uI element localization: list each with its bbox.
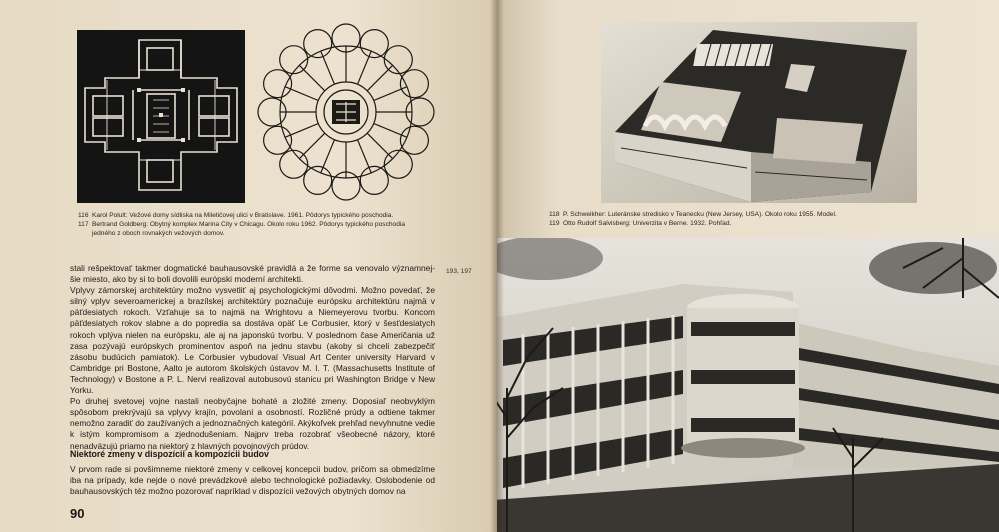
plan-radial-wall (321, 140, 335, 173)
margin-reference: 193, 197 (446, 268, 472, 275)
photo-119-building (497, 238, 999, 532)
caption-text: Bertrand Goldberg: Obytný komplex Marina City v Chicagu. Okolo roku 1962. Pôdorys typického poschodia (92, 221, 405, 228)
caption-number: 117 (78, 221, 89, 228)
plan-radial-wall (358, 51, 372, 84)
caption-text: jedného z oboch rovnakých vežových domov. (92, 230, 225, 237)
plan-petal (400, 126, 428, 154)
right-captions (549, 210, 837, 228)
section-heading: Niektoré zmeny v dispozícii a kompozícii budov (70, 449, 269, 459)
paragraph: Po druhej svetovej vojne nastali neobyčajne bohaté a zložité zmeny. Doposiaľ neobvyklým spôsobom prekrývajú sa vplyvy krajín, povolaní a osobností. Rozličné prúdy a odtiene takmer nemožno zaradiť do zaužívaných a jednoznačných kategórií. Akýkoľvek prehľad nevyhnutne vedie k istým kompromisom a zjednodušeniam. Najprv treba rozobrať všeobecné názory, ktoré nenadväzujú priamo na niektorý z hlavných povojnových prúdov. (70, 396, 435, 451)
caption-text: Karol Polult: Vežové domy sídliska na Miletičovej ulici v Bratislave. 1961. Pôdorys typického poschodia. (92, 212, 394, 219)
book-spine-shadow (490, 0, 504, 532)
caption-118 (549, 210, 837, 219)
plan-radial-wall (374, 87, 407, 101)
section-paragraph: V prvom rade si povšimneme niektoré zmeny v celkovej koncepcii budov, pričom sa obmedzíme iba na prípady, kde nejde o nové prevádzkové alebo technologické požiadavky. Oslobodenie od bauhausovských téz možno pozorovať napríklad v dispozícii vežových obytných domov na (70, 464, 435, 497)
plan-radial-wall (367, 65, 393, 91)
page-number: 90 (70, 506, 85, 521)
plan-petal (360, 30, 388, 58)
caption-number: 118 (549, 211, 560, 218)
plan-petal (360, 166, 388, 194)
plan-radial-wall (285, 124, 318, 138)
plan-radial-wall (374, 124, 407, 138)
model-photo-drawing (601, 22, 917, 203)
plan-petal (264, 70, 292, 98)
plan-radial-wall (299, 133, 325, 159)
plan-petal (400, 70, 428, 98)
plan-radial-wall (358, 140, 372, 173)
figure-117-floor-plan (256, 22, 436, 202)
caption-text: Otto Rudolf Salvisberg: Univerzita v Berne. 1932. Pohľad. (563, 220, 732, 227)
plan-radial-wall (285, 87, 318, 101)
left-page (0, 0, 497, 532)
figure-116-floor-plan (77, 30, 245, 203)
caption-117-continued (78, 229, 405, 238)
right-page (497, 0, 999, 532)
body-text (70, 263, 435, 452)
plan-petal (304, 166, 332, 194)
paragraph: stali rešpektovať takmer dogmatické bauhausovské pravidlá a že forme sa venovalo významnej-šie miesto, ako by si to boli dovolili európski moderní architekti. (70, 263, 435, 285)
floor-plan-116-drawing (77, 30, 245, 203)
left-captions (78, 211, 405, 238)
plan-petal (304, 30, 332, 58)
paragraph: Vplyvy zámorskej architektúry možno vysvetliť aj psychologickými dôvodmi. Možno povedať, že silný vplyv severoamerickej a brazílskej architektúry poznačuje európsku architektúru najmä v päťdesiatych rokoch. Vzťahuje sa to najmä na Wrightovu a Niemeyerovu tvorbu. Koncom päťdesiatych rokov slabne a do popredia sa dostáva opäť Le Corbusier, ktorý v šesťdesiatych rokoch vplýva nielen na európsku, ale aj na japonskú tvorbu. V poslednom čase Američania už zasa pozývajú európskych prominentov aspoň na jednu stavbu (akoby si chceli zabezpečiť zásobu budúcich pamiatok). Le Corbusier vybudoval Visual Art Center university Harvard v Cambridge pri Bostone, Aalto je autorom školských ústavov M. I. T. (Massachusetts Institute of Technology) v Bostone a P. L. Nervi realizoval autobusovú stanicu pri Washington Bridge v New Yorku. (70, 285, 435, 396)
building-photo-drawing (497, 238, 999, 532)
plan-petal (264, 126, 292, 154)
caption-number: 119 (549, 220, 560, 227)
plan-radial-wall (367, 133, 393, 159)
caption-number: 116 (78, 212, 89, 219)
plan-radial-wall (299, 65, 325, 91)
plan-radial-wall (321, 51, 335, 84)
photo-118-model (601, 22, 917, 203)
caption-119 (549, 219, 837, 228)
caption-116 (78, 211, 405, 220)
caption-117 (78, 220, 405, 229)
floor-plan-117-drawing (256, 22, 436, 202)
caption-text: P. Schweikher: Luteránske stredisko v Teanecku (New Jersey, USA). Okolo roku 1955. Model. (563, 211, 837, 218)
